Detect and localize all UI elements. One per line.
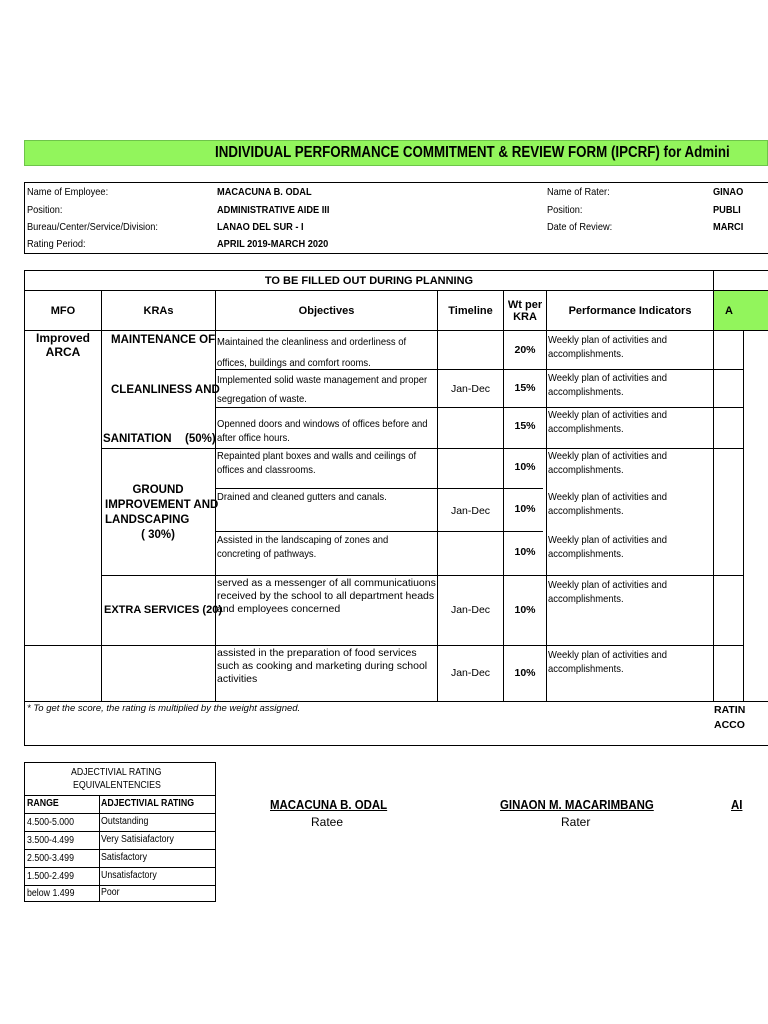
footnote: * To get the score, the rating is multiplied by the weight assigned. — [27, 703, 301, 714]
ipcrf-table — [24, 270, 768, 746]
weight-4: 10% — [514, 461, 536, 473]
kra1-pct: (50%) — [185, 433, 216, 445]
ratee-name: MACACUNA B. ODAL — [270, 797, 388, 812]
adjectival-title-2: EQUIVALENTENCIES — [73, 780, 161, 791]
planning-header: TO BE FILLED OUT DURING PLANNING — [264, 275, 474, 287]
indicator-6: Weekly plan of activities and accomplishments. — [548, 534, 668, 560]
rater-role: Rater — [561, 815, 591, 829]
objective-7: served as a messenger of all communicatiuons received by the school to all department heads and employees concerned — [217, 577, 436, 615]
rating-label-1: RATIN — [714, 704, 746, 716]
indicator-4: Weekly plan of activities and accomplishments. — [548, 450, 668, 476]
objective-5: Drained and cleaned gutters and canals. — [217, 491, 387, 503]
kra2-pct: ( 30%) — [141, 529, 175, 541]
objective-8: assisted in the preparation of food services such as cooking and marketing during school activities — [217, 647, 428, 685]
period-label: Rating Period: — [27, 238, 86, 250]
range-2: 3.500-4.499 — [27, 835, 74, 846]
bureau-label: Bureau/Center/Service/Division: — [27, 221, 158, 233]
adjectival-title-1: ADJECTIVIAL RATING — [71, 767, 162, 778]
review-date-label: Date of Review: — [547, 221, 613, 233]
weight-3: 15% — [514, 420, 536, 432]
employee-info — [24, 182, 768, 254]
rater-value: GINAO — [713, 186, 744, 198]
objective-3: Openned doors and windows of offices before and after office hours. — [217, 418, 428, 444]
timeline-4: Jan-Dec — [450, 667, 491, 679]
rating-1: Outstanding — [101, 816, 149, 827]
timeline-1: Jan-Dec — [450, 383, 491, 395]
col-kras: KRAs — [143, 304, 174, 317]
weight-7: 10% — [514, 604, 536, 616]
objective-4: Repainted plant boxes and walls and ceilings of offices and classrooms. — [217, 450, 417, 476]
col-indicators: Performance Indicators — [568, 304, 692, 317]
col-range: RANGE — [27, 798, 59, 809]
indicator-1: Weekly plan of activities and accomplishments. — [548, 334, 668, 360]
rater-name: GINAON M. MACARIMBANG — [500, 797, 654, 812]
col-weight: Wt per KRA — [507, 298, 543, 323]
timeline-3: Jan-Dec — [450, 604, 491, 616]
range-5: below 1.499 — [27, 888, 75, 899]
weight-5: 10% — [514, 503, 536, 515]
employee-value: MACACUNA B. ODAL — [217, 186, 312, 198]
rating-2: Very Satisiafactory — [101, 834, 174, 845]
col-adjectival: ADJECTIVIAL RATING — [101, 798, 195, 809]
kra1-line3: SANITATION — [103, 433, 172, 445]
kra2-line3: LANDSCAPING — [105, 514, 190, 526]
range-4: 1.500-2.499 — [27, 871, 74, 882]
review-date-value: MARCI — [713, 221, 744, 233]
weight-8: 10% — [514, 667, 536, 679]
kra2-line1: GROUND — [132, 484, 184, 496]
kra2-line2: IMPROVEMENT AND — [105, 499, 219, 511]
indicator-7: Weekly plan of activities and accomplishments. — [548, 579, 668, 605]
weight-6: 10% — [514, 546, 536, 558]
rater-label: Name of Rater: — [547, 186, 610, 198]
rating-3: Satisfactory — [101, 852, 147, 863]
ratee-role: Ratee — [311, 815, 344, 829]
position-label: Position: — [27, 204, 63, 216]
mfo-value: Improved ARCA — [35, 331, 90, 359]
indicator-8: Weekly plan of activities and accomplishments. — [548, 649, 668, 675]
col-timeline: Timeline — [448, 304, 493, 317]
col-objectives: Objectives — [298, 304, 355, 317]
objective-1: Maintained the cleanliness and orderliness of offices, buildings and comfort rooms. — [217, 336, 407, 369]
rater-position-label: Position: — [547, 204, 583, 216]
approver-name: AI — [731, 797, 743, 812]
rating-5: Poor — [101, 887, 120, 898]
employee-label: Name of Employee: — [27, 186, 109, 198]
indicator-3: Weekly plan of activities and accomplishments. — [548, 409, 668, 435]
range-1: 4.500-5.000 — [27, 817, 74, 828]
col-actual: A — [725, 304, 733, 317]
range-3: 2.500-3.499 — [27, 853, 74, 864]
period-value: APRIL 2019-MARCH 2020 — [217, 238, 329, 250]
indicator-5: Weekly plan of activities and accomplishments. — [548, 491, 668, 517]
form-title-text: INDIVIDUAL PERFORMANCE COMMITMENT & REVIEW FORM (IPCRF) for Admini — [215, 144, 730, 161]
col-mfo: MFO — [50, 304, 76, 317]
kra1-line2: CLEANLINESS AND — [111, 384, 220, 396]
objective-6: Assisted in the landscaping of zones and concreting of pathways. — [217, 534, 389, 560]
rater-position-value: PUBLI — [713, 204, 741, 216]
timeline-2: Jan-Dec — [450, 505, 491, 517]
adjectival-rating-table — [24, 762, 216, 902]
bureau-value: LANAO DEL SUR - I — [217, 221, 304, 233]
position-value: ADMINISTRATIVE AIDE III — [217, 204, 330, 216]
indicator-2: Weekly plan of activities and accomplishments. — [548, 372, 668, 398]
weight-2: 15% — [514, 382, 536, 394]
rating-label-2: ACCO — [714, 719, 745, 731]
kra3-label: EXTRA SERVICES (20) — [104, 604, 222, 616]
rating-4: Unsatisfactory — [101, 870, 157, 881]
weight-1: 20% — [514, 344, 536, 356]
kra1-line1: MAINTENANCE OF — [111, 334, 216, 346]
form-title — [24, 140, 768, 166]
objective-2: Implemented solid waste management and proper segregation of waste. — [217, 374, 428, 405]
